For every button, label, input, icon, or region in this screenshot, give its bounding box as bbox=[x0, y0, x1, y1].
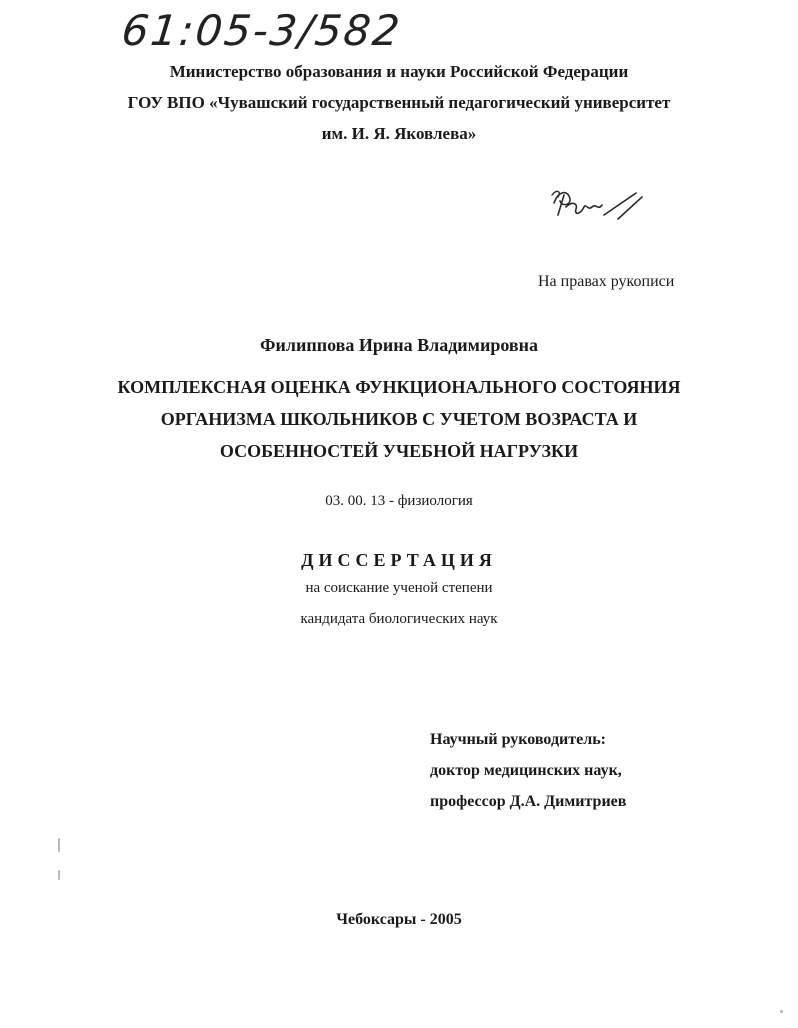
thesis-title-line: ОСОБЕННОСТЕЙ УЧЕБНОЙ НАГРУЗКИ bbox=[219, 441, 579, 461]
degree-line: кандидата биологических наук bbox=[300, 611, 498, 627]
university-heading: ГОУ ВПО «Чувашский государственный педагогический университет bbox=[127, 93, 671, 112]
advisor-name: профессор Д.А. Димитриев bbox=[430, 793, 627, 810]
handwritten-signature bbox=[548, 185, 644, 235]
degree-line: на соискание ученой степени bbox=[305, 580, 493, 596]
scan-speck bbox=[780, 1010, 783, 1013]
manuscript-rights-note: На правах рукописи bbox=[538, 273, 675, 290]
handwritten-catalog-number: 61:05-3/582 bbox=[119, 6, 404, 55]
document-type: ДИССЕРТАЦИЯ bbox=[301, 550, 497, 570]
university-named-after: им. И. Я. Яковлева» bbox=[321, 124, 477, 143]
scan-speck bbox=[58, 838, 60, 852]
city-year: Чебоксары - 2005 bbox=[336, 911, 462, 928]
specialty-code: 03. 00. 13 - физиология bbox=[325, 493, 473, 509]
advisor-label: Научный руководитель: bbox=[430, 731, 606, 748]
advisor-degree: доктор медицинских наук, bbox=[430, 762, 622, 779]
author-name: Филиппова Ирина Владимировна bbox=[260, 335, 538, 355]
thesis-title-line: КОМПЛЕКСНАЯ ОЦЕНКА ФУНКЦИОНАЛЬНОГО СОСТОЯНИЯ bbox=[117, 377, 681, 397]
thesis-title-line: ОРГАНИЗМА ШКОЛЬНИКОВ С УЧЕТОМ ВОЗРАСТА И bbox=[160, 409, 638, 429]
scan-speck bbox=[58, 870, 60, 880]
ministry-heading: Министерство образования и науки Российской Федерации bbox=[169, 62, 629, 81]
